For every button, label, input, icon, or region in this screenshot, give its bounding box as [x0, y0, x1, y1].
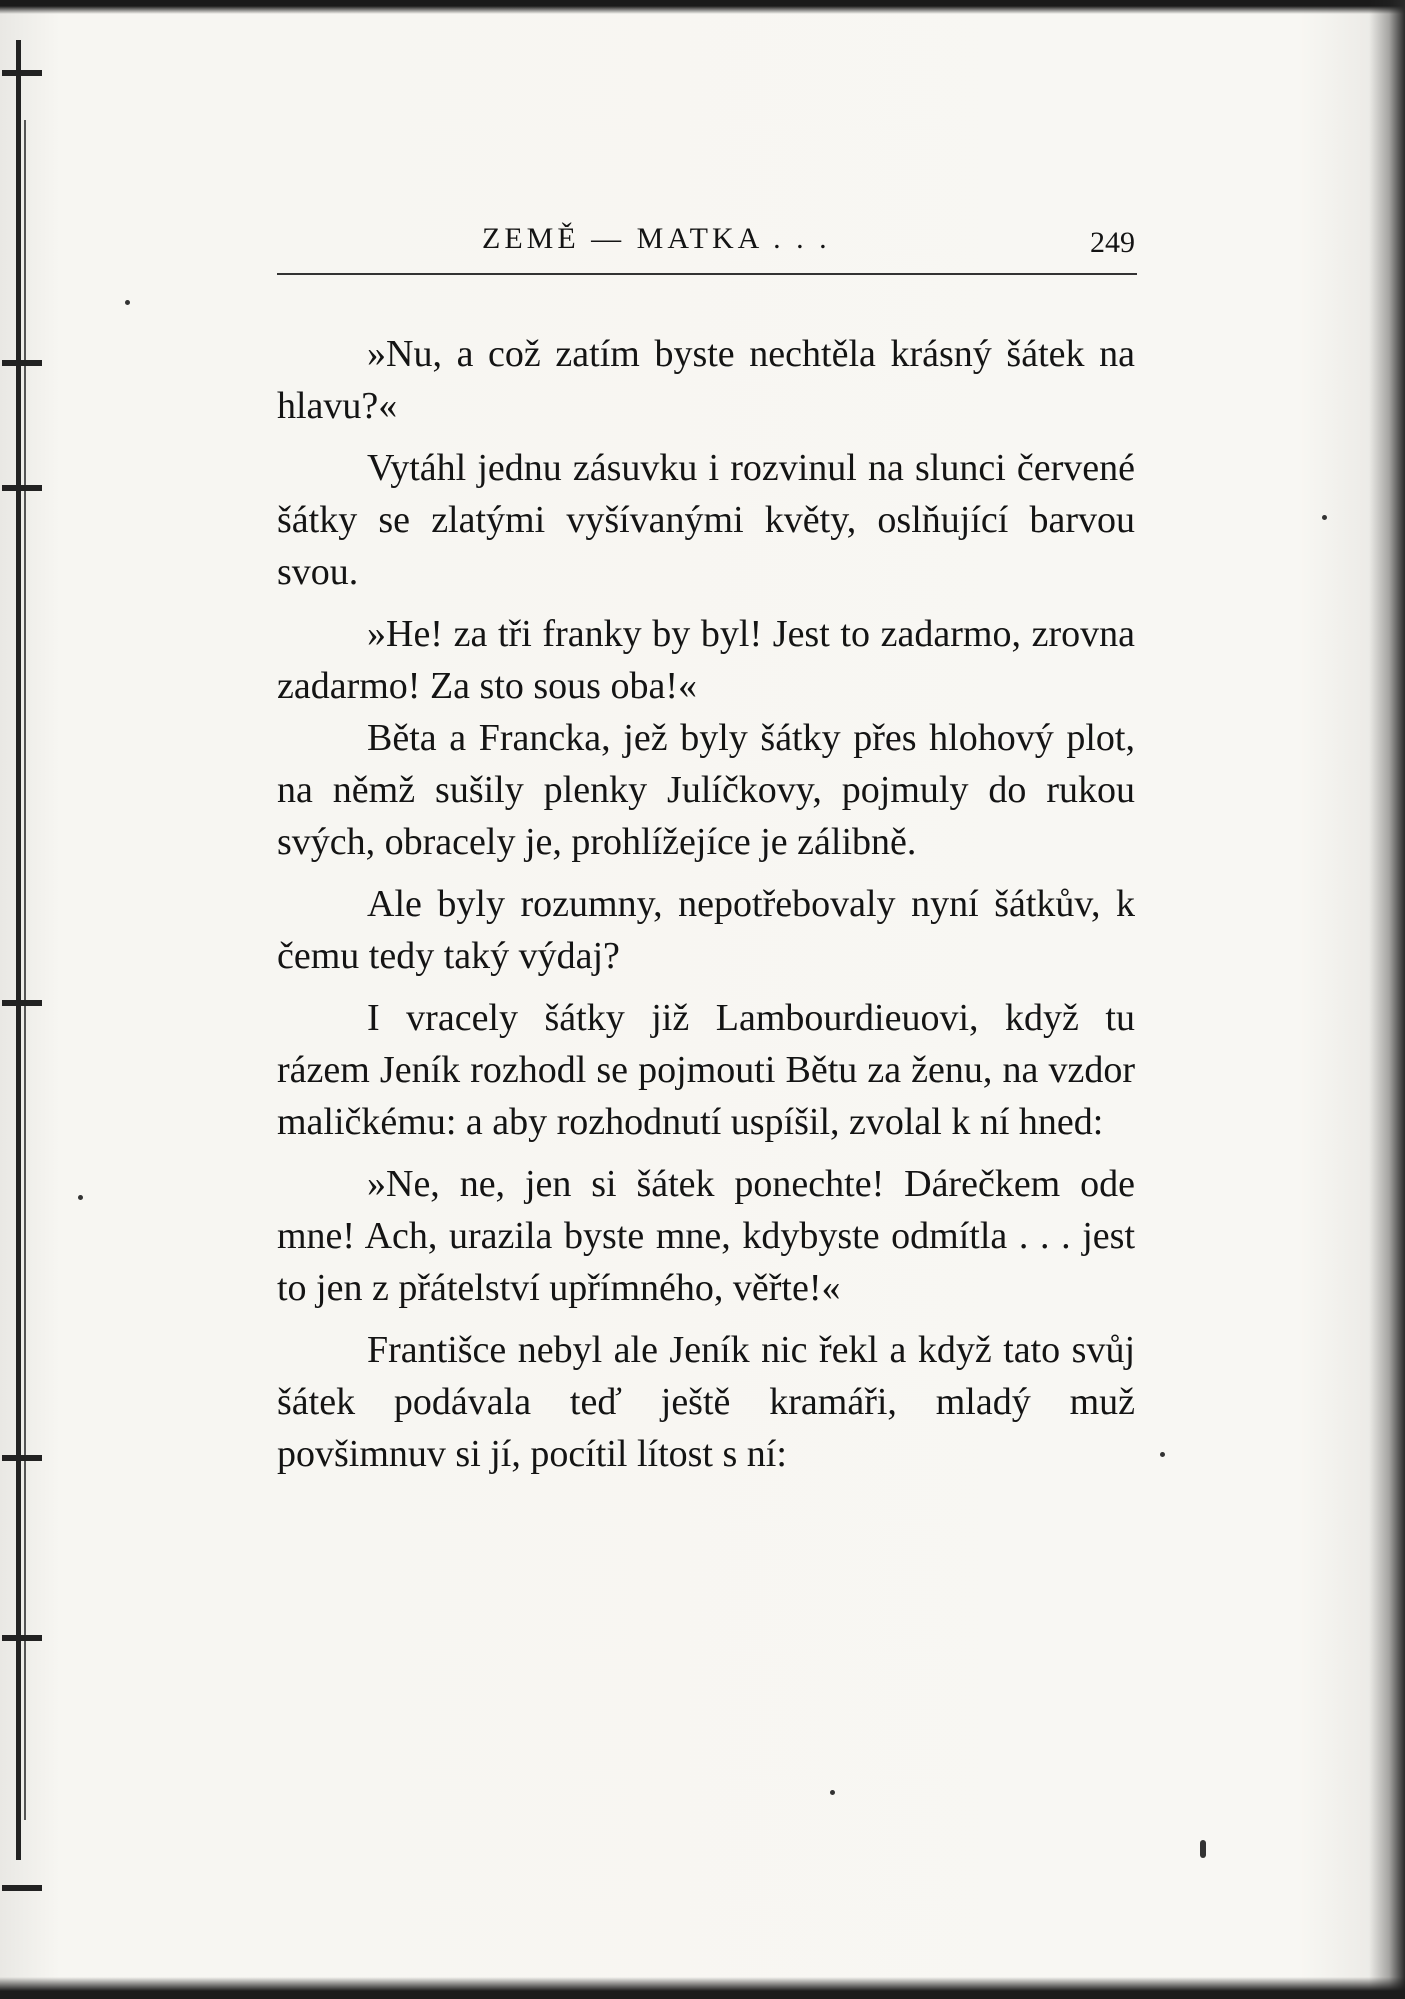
paragraph: »Ne, ne, jen si šátek ponechte! Dárečkem ode mne! Ach, urazila byste mne, kdybyste odmítla . . . jest to jen z přátelství upřímného, věřte!«	[277, 1163, 1135, 1309]
paragraph: Vytáhl jednu zásuvku i rozvinul na slunci červené šátky se zlatými vyšívanými květy, oslňující barvou svou.	[277, 447, 1135, 593]
scan-edge-top	[0, 0, 1405, 14]
binding-edge	[0, 0, 34, 1999]
scan-edge-bottom	[0, 1977, 1405, 1999]
binding-rule-thin	[24, 120, 26, 1820]
paragraph: Ale byly rozumny, nepotřebovaly nyní šátkův, k čemu tedy taký výdaj?	[277, 883, 1135, 977]
header-rule	[277, 273, 1137, 275]
scan-speck	[1200, 1840, 1206, 1858]
scan-speck	[1160, 1452, 1165, 1457]
page-number: 249	[1090, 226, 1135, 259]
scan-speck	[125, 300, 130, 305]
binding-mark	[2, 1635, 42, 1641]
scan-speck	[78, 1195, 83, 1200]
scan-edge-right	[1369, 0, 1405, 1999]
binding-rule	[16, 40, 21, 1860]
binding-mark	[2, 1455, 42, 1461]
paragraph: I vracely šátky již Lambourdieuovi, když tu rázem Jeník rozhodl se pojmouti Bětu za ženu, na vzdor maličkému: a aby rozhodnutí uspíšil, zvolal k ní hned:	[277, 997, 1135, 1143]
scan-speck	[1322, 515, 1327, 520]
paragraph: Františce nebyl ale Jeník nic řekl a když tato svůj šátek podávala teď ještě kramáři, mladý muž povšimnuv si jí, pocítil lítost s ní:	[277, 1329, 1135, 1475]
binding-mark	[2, 70, 42, 76]
scan-speck	[830, 1790, 835, 1795]
binding-mark	[2, 485, 42, 491]
paragraph: »He! za tři franky by byl! Jest to zadarmo, zrovna zadarmo! Za sto sous oba!«	[277, 613, 1135, 707]
running-title: ZEMĚ — MATKA . . .	[482, 222, 831, 255]
binding-mark	[2, 1000, 42, 1006]
paragraph: Běta a Francka, jež byly šátky přes hlohový plot, na němž sušily plenky Julíčkovy, pojmuly do rukou svých, obracely je, prohlížejíce je zálibně.	[277, 717, 1135, 863]
paragraph: »Nu, a což zatím byste nechtěla krásný šátek na hlavu?«	[277, 333, 1135, 427]
binding-mark	[2, 1885, 42, 1891]
body-text	[277, 328, 1135, 1480]
binding-mark	[2, 360, 42, 366]
running-head	[277, 222, 1135, 262]
